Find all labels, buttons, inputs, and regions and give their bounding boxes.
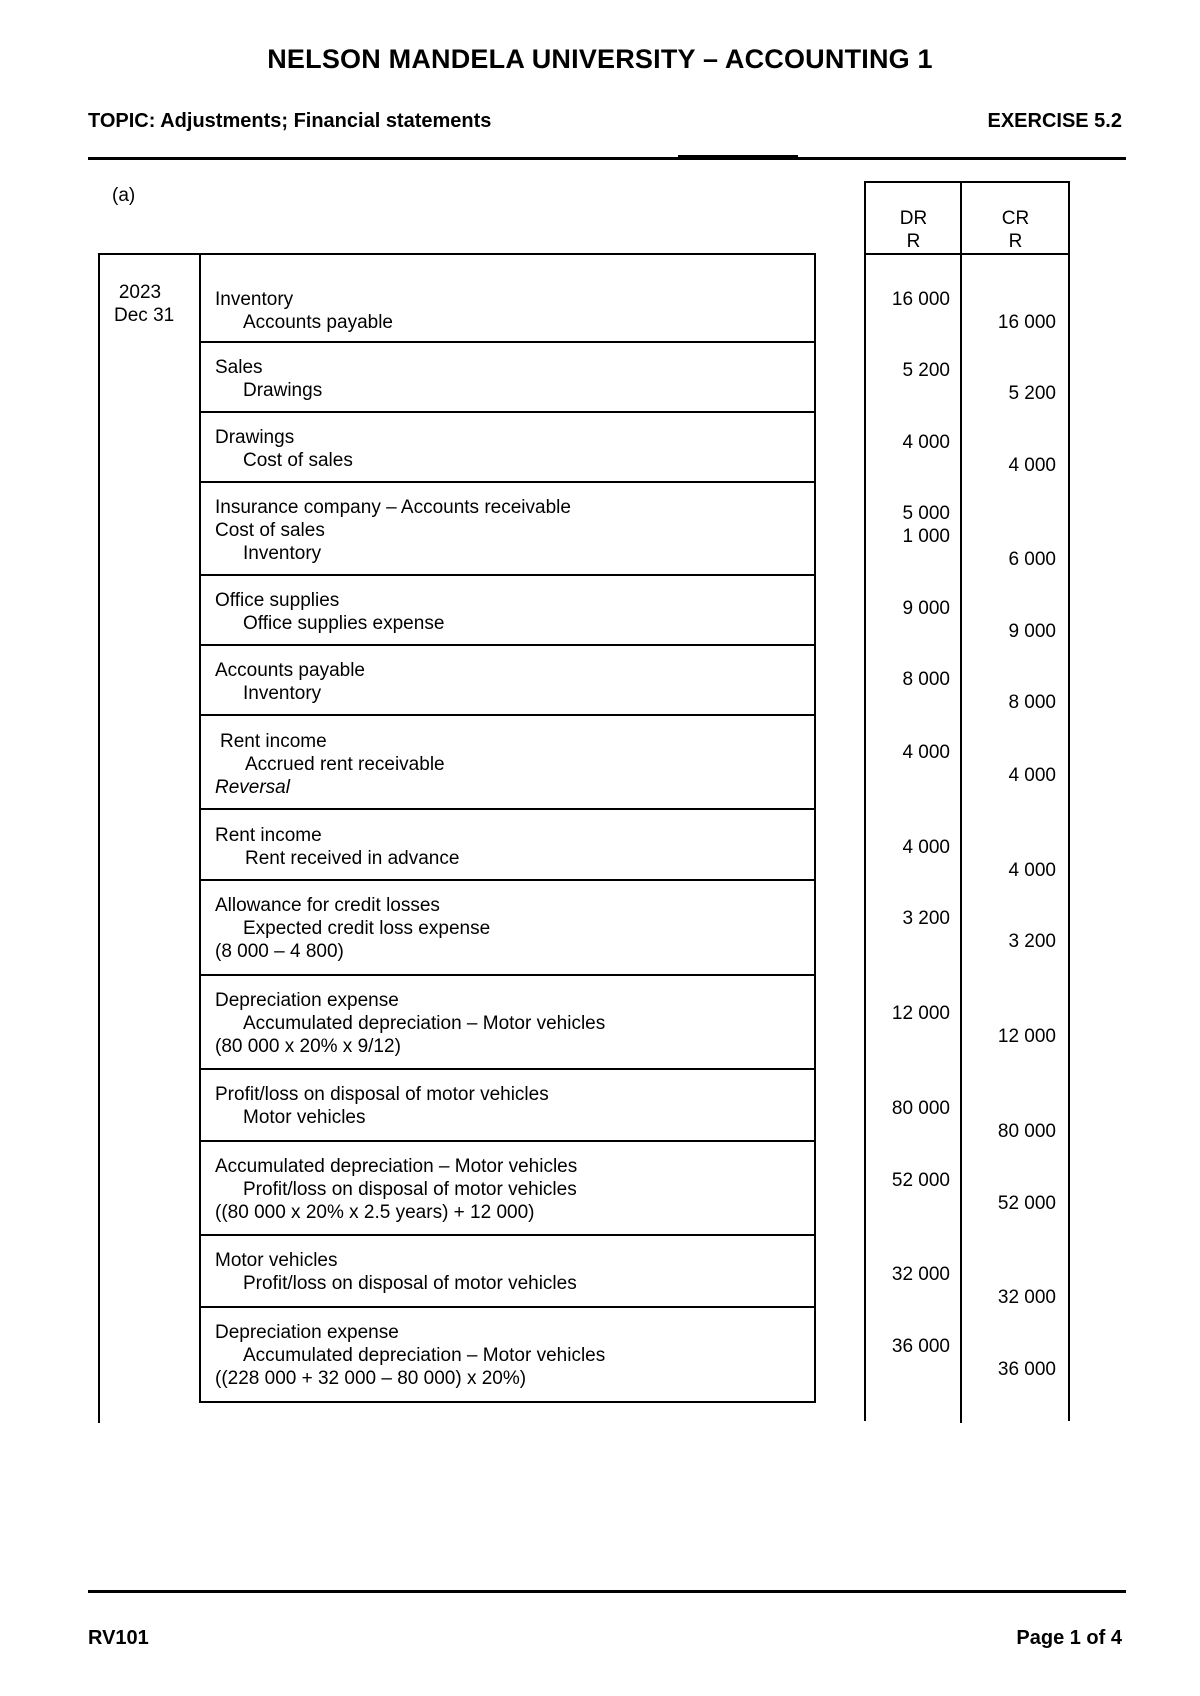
credit-account: Inventory: [243, 543, 322, 564]
debit-amount: 3 200: [902, 908, 950, 929]
credit-account: Profit/loss on disposal of motor vehicles: [243, 1179, 577, 1200]
credit-amount: 4 000: [1008, 860, 1056, 881]
column-separator: [960, 255, 962, 1423]
course-code: RV101: [88, 1627, 149, 1649]
debit-header: [866, 207, 961, 253]
credit-account: Accrued rent receivable: [245, 754, 445, 775]
debit-amount: 4 000: [902, 837, 950, 858]
credit-header-label: CR: [1001, 208, 1030, 229]
debit-amount: 4 000: [902, 742, 950, 763]
date-column: [98, 253, 201, 1423]
journal-entry: [199, 976, 816, 1070]
credit-account: Inventory: [243, 683, 322, 704]
credit-amount: 32 000: [997, 1287, 1056, 1308]
credit-account: Expected credit loss expense: [243, 918, 491, 939]
credit-amount: 52 000: [997, 1193, 1056, 1214]
header-divider-accent: [678, 155, 798, 157]
document-title: NELSON MANDELA UNIVERSITY – ACCOUNTING 1: [267, 44, 933, 74]
debit-amount: 4 000: [902, 432, 950, 453]
credit-account: Drawings: [243, 380, 323, 401]
credit-amount: 36 000: [997, 1359, 1056, 1380]
entry-calculation: (80 000 x 20% x 9/12): [215, 1036, 401, 1057]
debit-amount: 52 000: [891, 1170, 950, 1191]
debit-account: Inventory: [215, 289, 294, 310]
journal-entry: [199, 1236, 816, 1308]
debit-account: Cost of sales: [215, 520, 325, 541]
entry-calculation: ((80 000 x 20% x 2.5 years) + 12 000): [215, 1202, 535, 1223]
exercise-label: EXERCISE 5.2: [987, 110, 1122, 132]
debit-amount: 9 000: [902, 598, 950, 619]
date-year: 2023: [118, 282, 162, 303]
credit-account: Rent received in advance: [245, 848, 460, 869]
debit-header-label: DR: [899, 208, 928, 229]
header-divider: [88, 157, 1126, 160]
debit-account: Insurance company – Accounts receivable: [215, 497, 571, 518]
amount-column-header: [864, 181, 1070, 253]
journal-entry: [199, 343, 816, 413]
journal-entry: [199, 253, 816, 343]
credit-account: Profit/loss on disposal of motor vehicles: [243, 1273, 577, 1294]
journal-descriptions: [199, 253, 816, 1403]
date-day: Dec 31: [114, 305, 175, 326]
debit-account: Motor vehicles: [215, 1250, 338, 1271]
debit-amount: 5 200: [902, 360, 950, 381]
debit-amount: 12 000: [891, 1003, 950, 1024]
credit-amount: 80 000: [997, 1121, 1056, 1142]
credit-amount: 4 000: [1008, 455, 1056, 476]
journal-entry: [199, 413, 816, 483]
debit-amount: 5 000: [902, 503, 950, 524]
part-label: (a): [112, 185, 136, 206]
credit-account: Accumulated depreciation – Motor vehicles: [243, 1013, 606, 1034]
journal-entry: [199, 483, 816, 576]
debit-account: Drawings: [215, 427, 295, 448]
page-number: Page 1 of 4: [1016, 1627, 1122, 1649]
entry-calculation: (8 000 – 4 800): [215, 941, 344, 962]
journal-entry: [199, 716, 816, 810]
credit-amount: 4 000: [1008, 765, 1056, 786]
debit-amount: 32 000: [891, 1264, 950, 1285]
credit-account: Accounts payable: [243, 312, 393, 333]
amount-columns: [864, 253, 1070, 1421]
credit-amount: 16 000: [997, 312, 1056, 333]
journal-entry: [199, 881, 816, 976]
credit-amount: 6 000: [1008, 549, 1056, 570]
credit-header: [963, 207, 1068, 253]
debit-account: Depreciation expense: [215, 990, 399, 1011]
entry-calculation: ((228 000 + 32 000 – 80 000) x 20%): [215, 1368, 527, 1389]
debit-header-currency: R: [906, 231, 921, 252]
entry-narration: Reversal: [215, 777, 290, 798]
debit-account: Accounts payable: [215, 660, 365, 681]
credit-header-currency: R: [1008, 231, 1023, 252]
debit-amount: 36 000: [891, 1336, 950, 1357]
journal-entry: [199, 576, 816, 646]
journal-entry: [199, 1070, 816, 1142]
credit-account: Office supplies expense: [243, 613, 445, 634]
credit-account: Accumulated depreciation – Motor vehicles: [243, 1345, 606, 1366]
credit-account: Cost of sales: [243, 450, 353, 471]
debit-account: Accumulated depreciation – Motor vehicles: [215, 1156, 578, 1177]
journal-entry: [199, 1142, 816, 1236]
debit-amount: 8 000: [902, 669, 950, 690]
credit-amount: 3 200: [1008, 931, 1056, 952]
credit-amount: 9 000: [1008, 621, 1056, 642]
footer-divider: [88, 1590, 1126, 1593]
debit-amount: 80 000: [891, 1098, 950, 1119]
debit-account: Sales: [215, 357, 263, 378]
column-separator: [960, 183, 962, 255]
topic-label: TOPIC: Adjustments; Financial statements: [88, 110, 492, 132]
debit-amount: 1 000: [902, 526, 950, 547]
journal-entry: [199, 1308, 816, 1403]
debit-amount: 16 000: [891, 289, 950, 310]
debit-account: Depreciation expense: [215, 1322, 399, 1343]
debit-account: Profit/loss on disposal of motor vehicles: [215, 1084, 549, 1105]
credit-amount: 12 000: [997, 1026, 1056, 1047]
debit-account: Rent income: [215, 825, 322, 846]
credit-account: Motor vehicles: [243, 1107, 366, 1128]
debit-account: Rent income: [220, 731, 327, 752]
credit-amount: 8 000: [1008, 692, 1056, 713]
debit-account: Allowance for credit losses: [215, 895, 440, 916]
debit-account: Office supplies: [215, 590, 340, 611]
credit-amount: 5 200: [1008, 383, 1056, 404]
journal-entry: [199, 646, 816, 716]
journal-entry: [199, 810, 816, 881]
